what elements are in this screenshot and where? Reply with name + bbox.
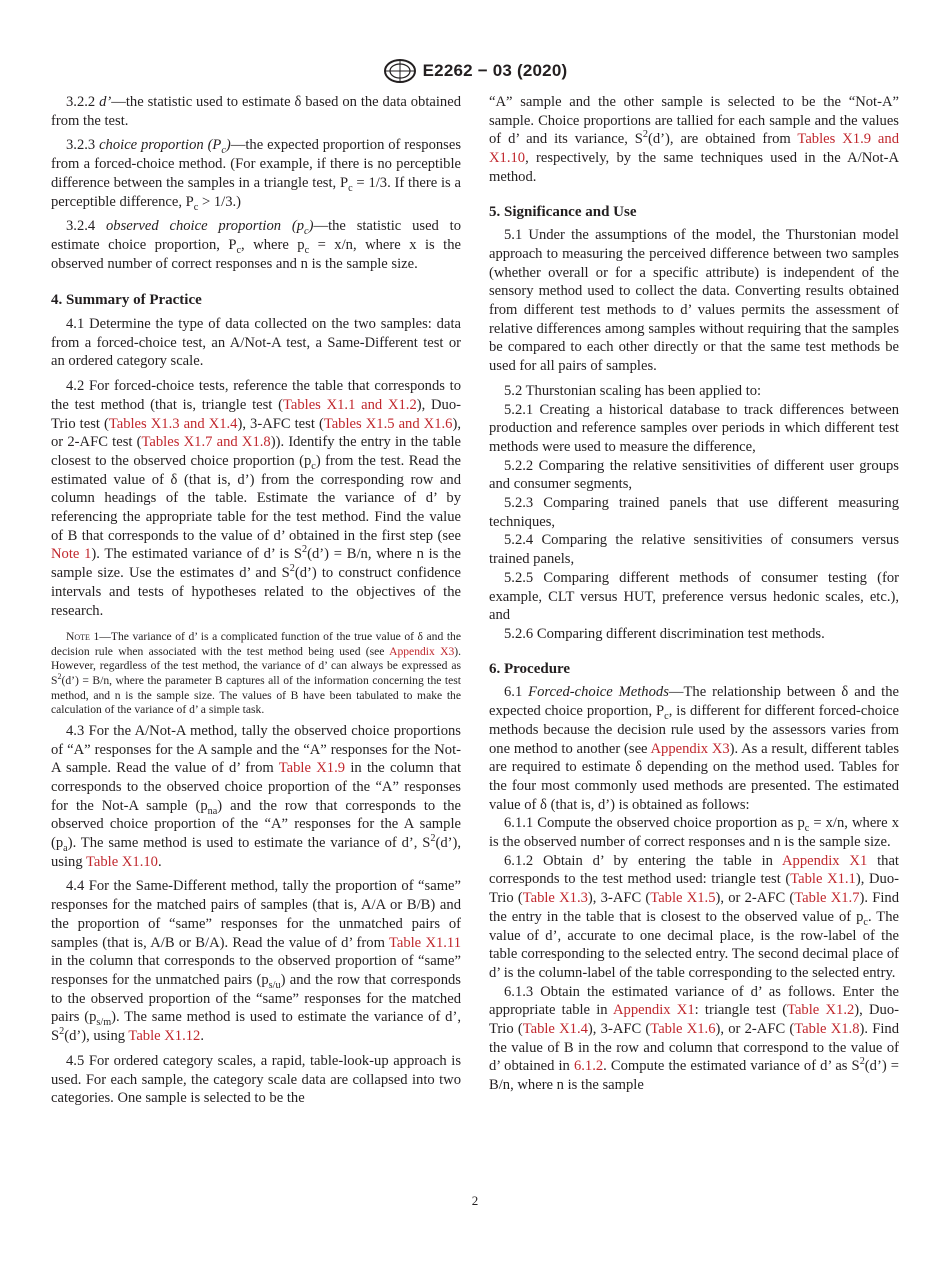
link-table-x1-4[interactable]: Table X1.4 bbox=[522, 1021, 588, 1038]
left-column bbox=[51, 93, 461, 1108]
link-tables-x1-3-x1-4[interactable]: Tables X1.3 and X1.4 bbox=[108, 415, 238, 432]
link-table-x1-8[interactable]: Table X1.8 bbox=[794, 1021, 860, 1038]
paragraph-4-5-continued: “A” sample and the other sample is selected to be the “Not-A” sample. Choice proportions are tallied for each sample and the values of d’ and its variance, $S^2(d’)$, are obtained from Tables X1.9 and X1.10, respectively, by the same techniques used in the A/Not-A method. bbox=[489, 94, 900, 185]
paragraph-4-1: 4.1 Determine the type of data collected on the two samples: data from a forced-choice test, an A/Not-A test, a Same-Different test or an ordered category scale. bbox=[51, 316, 461, 370]
paragraph-5-2-3: 5.2.3 Comparing trained panels that use different measuring techniques, bbox=[489, 495, 899, 530]
link-note-1[interactable]: Note 1 bbox=[51, 546, 92, 563]
paragraph-3-2-3: 3.2.3 choice proportion $(P_c)—the$ expected proportion of responses from a forced-choice method. (For example, if there is no perceptible difference between the samples in a triangle test, $P_c = 1/3$. If there is a perceptible difference, $P_c > 1/3$.) bbox=[51, 137, 462, 213]
section-5-heading: 5. Significance and Use bbox=[489, 203, 637, 220]
paragraph-6-1-3: 6.1.3 Obtain the estimated variance of d’ as follows. Enter the appropriate table in Appendix X1: triangle test (Table X1.2), Duo-Trio (Table X1.4), 3-AFC (Table X1.6), or 2-AFC (Table X1.8). Find the value of B in the row and column that correspond to the value of d’ obtained in 6.1.2. Compute the estimated variance of d’ as $S^2(d’) = B/n$, where n is the sample bbox=[489, 983, 899, 1094]
link-table-x1-3[interactable]: Table X1.3 bbox=[522, 890, 588, 907]
page-header bbox=[0, 56, 950, 86]
paragraph-5-2-6: 5.2.6 Comparing different discrimination test methods. bbox=[504, 625, 825, 642]
page-number: 2 bbox=[471, 1193, 479, 1208]
link-appendix-x3[interactable]: Appendix X3 bbox=[389, 644, 455, 658]
paragraph-4-4: 4.4 For the Same-Different method, tally the proportion of “same” responses for the matched pairs of samples (that is, A/A or B/B) and the proportion of “same” responses for the unmatched pairs of samples (that is, A/B or B/A). Read the value of d’ from Table X1.11 in the column that corresponds to the observed proportion of “same” responses for the unmatched pairs $(p_{s/u})$ and the row that corresponds to the observed proportion of the “same” responses for the matched pairs $(p_{s/m})$. The same method is used to estimate the variance of d’, $S^2(d’)$, using Table X1.12. bbox=[51, 878, 461, 1045]
paragraph-5-2-5: 5.2.5 Comparing different methods of consumer testing (for example, CLT versus HUT, preference versus hedonic scales, etc.), and bbox=[489, 569, 899, 624]
paragraph-5-1: 5.1 Under the assumptions of the model, the Thurstonian model approach to measuring the perceived difference between two samples (whether overall or for a specific attribute) is independent of the sensory method used to collect the data. Converting results obtained from different test methods to d’ values permits the assessment of relative differences among samples without requiring that the samples be compared to each other directly or that the same test methods be used for all pairs of samples. bbox=[489, 227, 899, 375]
document-id: E2262 − 03 (2020) bbox=[422, 61, 568, 80]
paragraph-3-2-2: 3.2.2 d’—the statistic used to estimate δ based on the data obtained from the test. bbox=[51, 94, 462, 129]
link-tables-x1-9-x1-10[interactable]: Tables X1.9 and X1.10 bbox=[489, 131, 900, 167]
right-column bbox=[489, 93, 899, 1095]
link-tables-x1-1-x1-2[interactable]: Tables X1.1 and X1.2 bbox=[282, 396, 417, 413]
link-appendix-x3[interactable]: Appendix X3 bbox=[650, 740, 730, 757]
link-table-x1-9[interactable]: Table X1.9 bbox=[278, 760, 346, 777]
paragraph-4-2: 4.2 For forced-choice tests, reference the table that corresponds to the test method (that is, triangle test (Tables X1.1 and X1.2), Duo-Trio test (Tables X1.3 and X1.4), 3-AFC test (Tables X1.5 and X1.6), or 2-AFC test (Tables X1.7 and X1.8)). Identify the entry in the table closest to the observed choice proportion $(p_c)$ from the test. Read the estimated value of δ (that is, d’) from the corresponding row and column headings of the table. Estimate the variance of d’ by referencing the appropriate table for the test method. Find the value of B that corresponds to the value of d’ obtained in the first step (see Note 1). The estimated variance of d’ is $S^2(d’) = B/n$, where n is the sample size. Use the estimates d’ and $S^2(d’)$ to construct confidence intervals and tests of hypotheses related to the objectives of the research. bbox=[51, 378, 462, 619]
link-appendix-x1[interactable]: Appendix X1 bbox=[613, 1002, 695, 1019]
paragraph-5-2-2: 5.2.2 Comparing the relative sensitivities of different user groups and consumer segments, bbox=[489, 457, 899, 493]
link-appendix-x1[interactable]: Appendix X1 bbox=[782, 852, 868, 869]
link-table-x1-6[interactable]: Table X1.6 bbox=[650, 1021, 716, 1038]
link-table-x1-12[interactable]: Table X1.12 bbox=[128, 1028, 201, 1045]
paragraph-6-1-2: 6.1.2 Obtain d’ by entering the table in Appendix X1 that corresponds to the test method used: triangle test (Table X1.1), Duo-Trio (Table X1.3), 3-AFC (Table X1.5), or 2-AFC (Table X1.7). Find the entry in the table that is closest to the observed value of $p_c$. The value of d’, accurate to one decimal place, is the row-label of the table corresponding to the selected entry. The second decimal place of d’ is the column-label of the table corresponding to the selected entry. bbox=[489, 852, 899, 981]
link-table-x1-2[interactable]: Table X1.2 bbox=[787, 1002, 855, 1019]
paragraph-3-2-4: 3.2.4 observed choice proportion $(p_c)—the$ statistic used to estimate choice proportion, $P_c$, where $p_c = x/n$, where x is the observed number of correct responses and n is the sample size. bbox=[51, 218, 461, 272]
paragraph-4-5: 4.5 For ordered category scales, a rapid, table-look-up approach is used. For each sample, the category scale data are collapsed into two categories. One sample is selected to be the bbox=[51, 1052, 461, 1107]
paragraph-5-2: 5.2 Thurstonian scaling has been applied to: bbox=[504, 382, 762, 399]
paragraph-6-1-1: 6.1.1 Compute the observed choice proportion as $p_c = x/n$, where x is the observed number of correct responses and n is the sample size. bbox=[489, 815, 899, 851]
link-table-x1-1[interactable]: Table X1.1 bbox=[790, 871, 856, 888]
link-tables-x1-7-x1-8[interactable]: Tables X1.7 and X1.8 bbox=[141, 434, 271, 451]
paragraph-6-1: 6.1 Forced-choice Methods—The relationship between δ and the expected choice proportion, $P_c$, is different for different forced-choice methods because the decision rule used by the assessors varies from one method to another (see Appendix X3). As a result, different tables are required to estimate δ depending on the method used. Tables for the four most commonly used methods are presented. The estimated value of δ (that is, d’) is obtained as follows: bbox=[489, 684, 900, 813]
link-table-x1-7[interactable]: Table X1.7 bbox=[794, 890, 860, 907]
section-4-heading: 4. Summary of Practice bbox=[51, 292, 202, 309]
paragraph-5-2-4: 5.2.4 Comparing the relative sensitivities of consumers versus trained panels, bbox=[489, 532, 899, 568]
link-table-x1-10[interactable]: Table X1.10 bbox=[86, 853, 158, 870]
link-tables-x1-5-x1-6[interactable]: Tables X1.5 and X1.6 bbox=[323, 415, 453, 432]
link-table-x1-11[interactable]: Table X1.11 bbox=[388, 934, 461, 951]
link-table-x1-5[interactable]: Table X1.5 bbox=[650, 890, 716, 907]
link-section-6-1-2[interactable]: 6.1.2 bbox=[573, 1058, 604, 1075]
section-6-heading: 6. Procedure bbox=[489, 660, 571, 677]
paragraph-5-2-1: 5.2.1 Creating a historical database to track differences between production and reference samples over periods in which different test methods were used to measure the difference, bbox=[489, 401, 899, 455]
note-1: Note 1—The variance of d’ is a complicated function of the true value of δ and the decision rule when associated with the test method being used (see Appendix X3). However, regardless of the test method, the variance of d’ can always be expressed as $S^2(d’) = B/n$, where the parameter B captures all of the information concerning the test method, and n is the sample size. The values of B have been tabulated to make the calculation of the variance of d’ a simple task. bbox=[51, 630, 462, 717]
paragraph-4-3: 4.3 For the A/Not-A method, tally the observed choice proportions of “A” responses for the A sample and the “A” responses for the Not-A sample. Read the value of d’ from Table X1.9 in the column that corresponds to the observed choice proportion of the “A” responses for the Not-A sample $(p_{na})$ and the row that corresponds to the observed choice proportion of the “A” responses for the A sample $(p_a)$. The same method is used to estimate the variance of d’, $S^2(d’)$, using Table X1.10. bbox=[51, 722, 462, 870]
astm-logo-icon bbox=[383, 58, 417, 84]
